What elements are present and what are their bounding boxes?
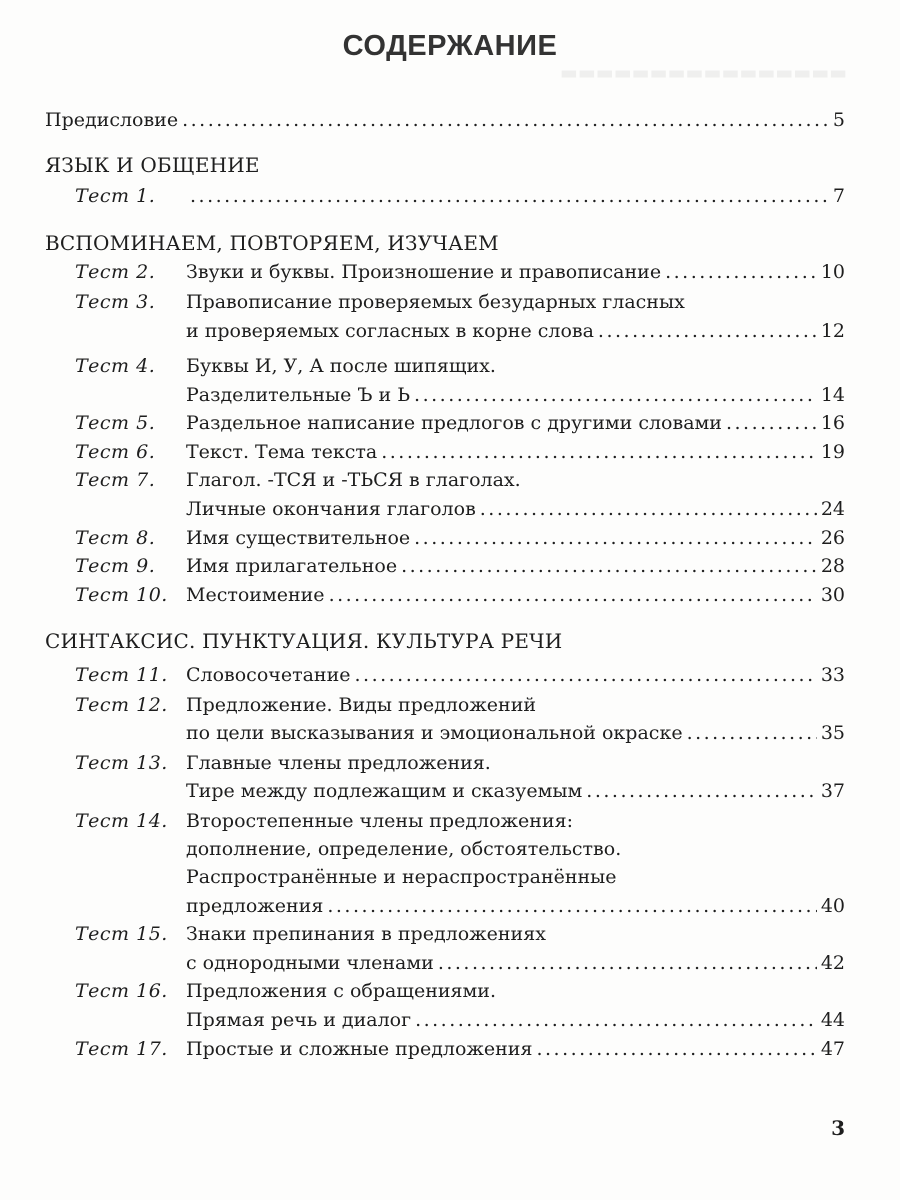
entry-text: [186, 466, 845, 494]
entry-title: Раздельное написание предлогов с другими словами: [186, 412, 722, 434]
entry-title: Предложение. Виды предложений: [186, 694, 537, 716]
entry-title: и проверяемых согласных в корне слова: [186, 320, 594, 342]
entry-title: Имя прилагательное: [186, 555, 398, 577]
entry-page: 16: [820, 412, 845, 434]
section-heading: ЯЗЫК И ОБЩЕНИЕ: [45, 153, 260, 177]
entry-title: Звуки и буквы. Произношение и правописание: [186, 261, 662, 283]
entry-title: Тире между подлежащим и сказуемым: [186, 780, 583, 802]
test-label: Тест 14.: [75, 810, 168, 832]
toc-entry[interactable]: [0, 317, 900, 345]
dot-leader: [598, 317, 817, 345]
toc-entry[interactable]: [0, 258, 900, 286]
entry-text: [186, 409, 845, 437]
toc-entry[interactable]: [0, 381, 900, 409]
entry-title: Личные окончания глаголов: [186, 498, 476, 520]
toc-entry[interactable]: [0, 835, 900, 863]
entry-text: [186, 777, 845, 805]
toc-entry[interactable]: [0, 949, 900, 977]
test-label: Тест 12.: [75, 694, 168, 716]
dot-leader: [414, 524, 817, 552]
dot-leader: [327, 892, 816, 920]
entry-text: [186, 892, 845, 920]
entry-title: Предисловие: [45, 109, 179, 131]
toc-entry-preface[interactable]: [0, 106, 900, 134]
entry-page: 10: [820, 261, 845, 283]
toc-entry[interactable]: [0, 1035, 900, 1063]
toc-entry[interactable]: [0, 977, 900, 1005]
entry-title: Текст. Тема текста: [186, 441, 378, 463]
entry-text: [186, 807, 845, 835]
entry-text: [186, 920, 845, 948]
test-label: Тест 8.: [75, 527, 156, 549]
toc-entry[interactable]: [0, 581, 900, 609]
toc-entry[interactable]: [0, 691, 900, 719]
entry-text: [186, 835, 845, 863]
entry-page: 42: [820, 952, 845, 974]
entry-title: предложения: [186, 895, 324, 917]
entry-text: [186, 352, 845, 380]
toc-entry[interactable]: [0, 409, 900, 437]
test-label: Тест 16.: [75, 980, 168, 1002]
entry-title: Второстепенные члены предложения:: [186, 810, 573, 832]
test-label: Тест 9.: [75, 555, 156, 577]
entry-title: Распространённые и нераспространённые: [186, 866, 617, 888]
entry-title: по цели высказывания и эмоциональной окраске: [186, 722, 683, 744]
entry-text: [186, 661, 845, 689]
entry-title: Предложения с обращениями.: [186, 980, 497, 1002]
entry-title: Правописание проверяемых безударных гласных: [186, 291, 685, 313]
entry-page: 12: [820, 320, 845, 342]
entry-title: Словосочетание: [186, 664, 351, 686]
entry-text: [186, 182, 845, 210]
toc-entry[interactable]: [0, 438, 900, 466]
dot-leader: [190, 182, 829, 210]
section-heading-row: [45, 151, 900, 179]
entry-text: [186, 288, 845, 316]
entry-page: 26: [820, 527, 845, 549]
section-heading-row: [45, 229, 900, 257]
entry-page: 44: [820, 1009, 845, 1031]
test-label: Тест 10.: [75, 584, 168, 606]
entry-text: [186, 1035, 845, 1063]
section-heading-row: [45, 627, 900, 655]
entry-title: Главные члены предложения.: [186, 752, 491, 774]
entry-page: 37: [820, 780, 845, 802]
entry-text: [186, 977, 845, 1005]
entry-text: [186, 1006, 845, 1034]
entry-text: [186, 381, 845, 409]
toc-entry[interactable]: [0, 552, 900, 580]
dot-leader: [665, 258, 817, 286]
toc-entry[interactable]: [0, 892, 900, 920]
toc-entry[interactable]: [0, 495, 900, 523]
entry-text: [45, 106, 845, 134]
test-label: Тест 5.: [75, 412, 156, 434]
dot-leader: [415, 1006, 817, 1034]
toc-entry[interactable]: [0, 777, 900, 805]
section-heading: СИНТАКСИС. ПУНКТУАЦИЯ. КУЛЬТУРА РЕЧИ: [45, 629, 563, 653]
test-label: Тест 11.: [75, 664, 168, 686]
entry-page: 33: [820, 664, 845, 686]
entry-title: Имя существительное: [186, 527, 411, 549]
entry-page: 30: [820, 584, 845, 606]
page-number: 3: [831, 1116, 845, 1140]
toc-entry[interactable]: [0, 466, 900, 494]
toc-entry[interactable]: [0, 920, 900, 948]
dot-leader: [329, 581, 817, 609]
entry-title: Буквы И, У, А после шипящих.: [186, 355, 496, 377]
dot-leader: [536, 1035, 816, 1063]
entry-text: [186, 552, 845, 580]
entry-text: [186, 863, 845, 891]
entry-page: 35: [820, 722, 845, 744]
test-label: Тест 4.: [75, 355, 156, 377]
toc-entry[interactable]: [0, 288, 900, 316]
dot-leader: [726, 409, 817, 437]
dot-leader: [687, 719, 817, 747]
test-label: Тест 7.: [75, 469, 156, 491]
entry-title: Простые и сложные предложения: [186, 1038, 533, 1060]
entry-text: [186, 258, 845, 286]
entry-text: [186, 949, 845, 977]
dot-leader: [414, 381, 817, 409]
entry-text: [186, 495, 845, 523]
entry-title: Местоимение: [186, 584, 325, 606]
toc-entry[interactable]: [0, 524, 900, 552]
dot-leader: [438, 949, 817, 977]
entry-page: 19: [820, 441, 845, 463]
dot-leader: [381, 438, 817, 466]
dot-leader: [586, 777, 817, 805]
bleed-through-mark: ▬▬▬▬▬▬▬▬▬▬▬▬▬▬▬▬: [560, 62, 848, 84]
toc-entry[interactable]: [0, 719, 900, 747]
entry-text: [186, 524, 845, 552]
test-label: Тест 2.: [75, 261, 156, 283]
entry-title: дополнение, определение, обстоятельство.: [186, 838, 622, 860]
entry-page: 5: [832, 109, 845, 131]
test-label: Тест 17.: [75, 1038, 168, 1060]
entry-text: [186, 749, 845, 777]
entry-page: 40: [820, 895, 845, 917]
entry-text: [186, 719, 845, 747]
toc-entry[interactable]: [0, 1006, 900, 1034]
entry-page: 28: [820, 555, 845, 577]
entry-page: 14: [820, 384, 845, 406]
entry-text: [186, 317, 845, 345]
toc-entry[interactable]: [0, 182, 900, 210]
toc-entry[interactable]: [0, 352, 900, 380]
test-label: Тест 13.: [75, 752, 168, 774]
dot-leader: [480, 495, 817, 523]
entry-text: [186, 581, 845, 609]
entry-page: 7: [832, 185, 845, 207]
entry-page: 24: [820, 498, 845, 520]
section-heading: ВСПОМИНАЕМ, ПОВТОРЯЕМ, ИЗУЧАЕМ: [45, 231, 499, 255]
test-label: Тест 1.: [75, 185, 156, 207]
entry-title: Глагол. -ТСЯ и -ТЬСЯ в глаголах.: [186, 469, 521, 491]
entry-text: [186, 691, 845, 719]
toc-entry[interactable]: [0, 863, 900, 891]
dot-leader: [401, 552, 817, 580]
entry-text: [186, 438, 845, 466]
test-label: Тест 15.: [75, 923, 168, 945]
page-title: СОДЕРЖАНИЕ: [342, 30, 558, 62]
dot-leader: [182, 106, 829, 134]
toc-entry[interactable]: [0, 661, 900, 689]
dot-leader: [354, 661, 816, 689]
test-label: Тест 6.: [75, 441, 156, 463]
entry-page: 47: [820, 1038, 845, 1060]
toc-entry[interactable]: [0, 807, 900, 835]
entry-title: с однородными членами: [186, 952, 434, 974]
entry-title: Разделительные Ъ и Ь: [186, 384, 411, 406]
test-label: Тест 3.: [75, 291, 156, 313]
entry-title: Прямая речь и диалог: [186, 1009, 412, 1031]
toc-entry[interactable]: [0, 749, 900, 777]
entry-title: Знаки препинания в предложениях: [186, 923, 546, 945]
